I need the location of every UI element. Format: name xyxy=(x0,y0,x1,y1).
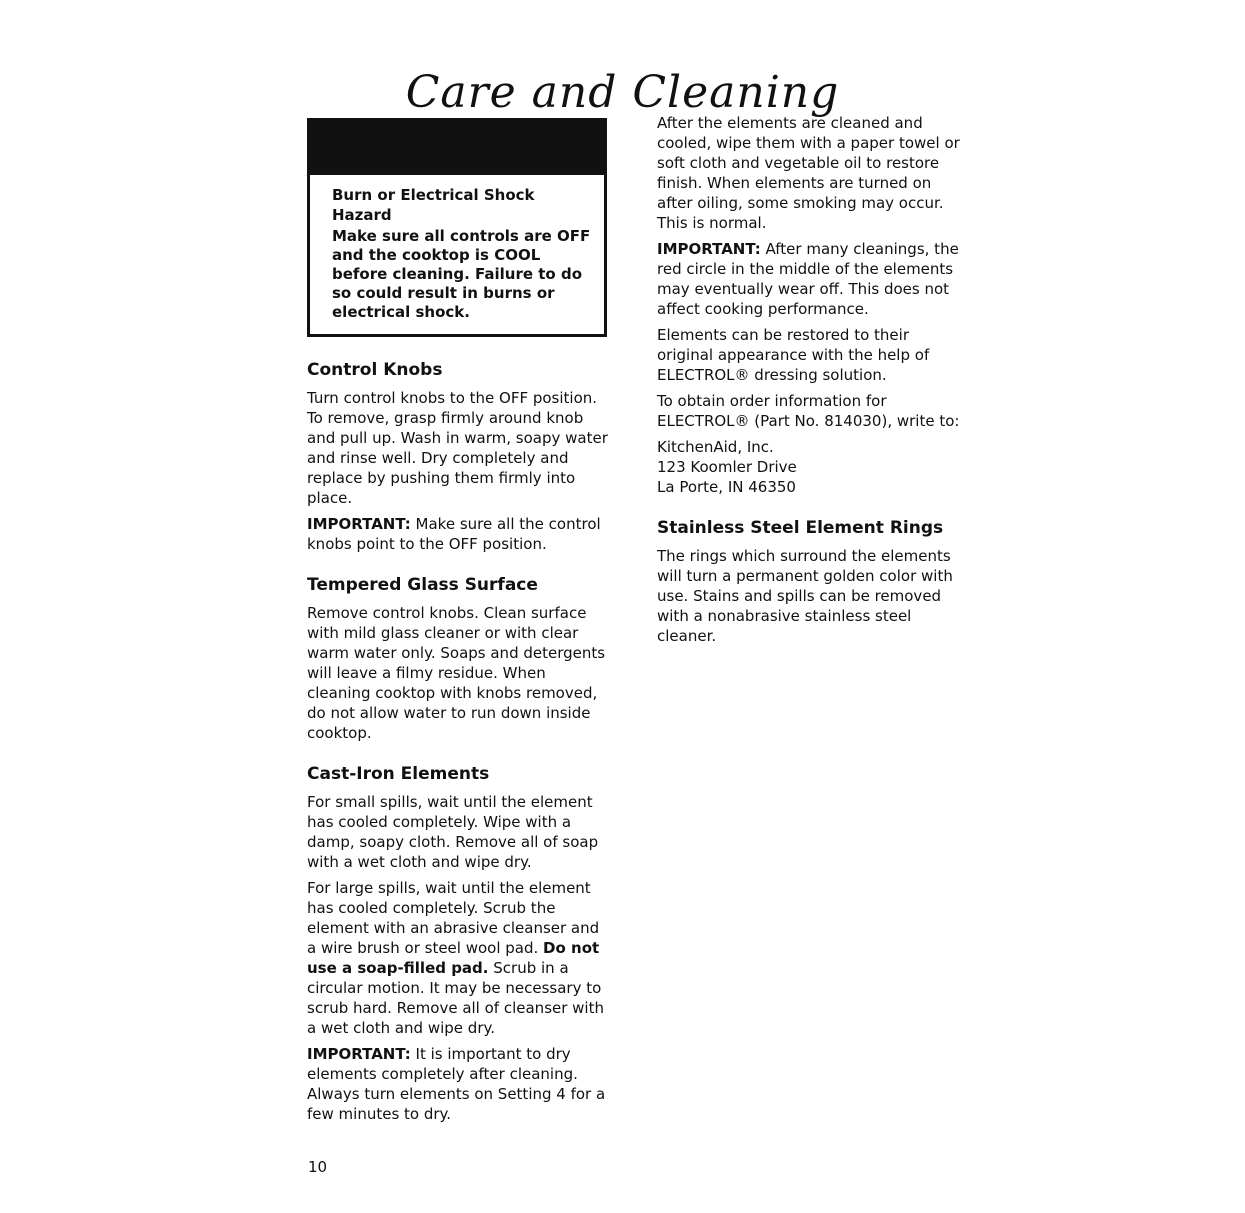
page-title: Care and Cleaning xyxy=(405,67,840,119)
address-line: 123 Koomler Drive xyxy=(657,458,797,476)
paragraph: For small spills, wait until the element has cooled completely. Wipe with a damp, soapy cloth. Remove all of soap with a wet cloth and wipe dry. xyxy=(307,793,599,871)
important-note xyxy=(657,239,967,319)
paragraph: Turn control knobs to the OFF position. To remove, grasp firmly around knob and pull up. Wash in warm, soapy water and rinse well. Dry completely and replace by pushing them firmly into place. xyxy=(307,389,608,507)
important-label: IMPORTANT: xyxy=(307,1045,411,1063)
paragraph xyxy=(307,878,612,1038)
paragraph: Remove control knobs. Clean surface with mild glass cleaner or with clear warm water only. Soaps and detergents will leave a filmy residue. When cleaning cooktop with knobs removed, do not allow water to run down inside cooktop. xyxy=(307,604,606,742)
paragraph: After the elements are cleaned and cooled, wipe them with a paper towel or soft cloth and vegetable oil to restore finish. When elements are turned on after oiling, some smoking may occur. This is normal. xyxy=(657,114,960,232)
paragraph: Elements can be restored to their original appearance with the help of ELECTROL® dressing solution. xyxy=(657,326,930,384)
heading-control-knobs: Control Knobs xyxy=(307,360,443,380)
warning-header-bar xyxy=(310,121,604,175)
text: Scrub in a circular motion. It may be necessary to scrub hard. Remove all of cleanser with a wet cloth and wipe dry. xyxy=(307,959,604,1037)
section-cast-iron xyxy=(307,763,612,1124)
left-column xyxy=(307,118,612,1144)
important-note xyxy=(307,1044,612,1124)
important-label: IMPORTANT: xyxy=(657,240,761,258)
page-number: 10 xyxy=(308,1158,328,1176)
section-tempered-glass xyxy=(307,574,612,743)
heading-cast-iron: Cast-Iron Elements xyxy=(307,764,490,784)
right-column xyxy=(657,113,967,666)
text: For large spills, wait until the element has cooled completely. Scrub the element with an abrasive cleanser and a wire brush or steel wool pad. xyxy=(307,879,600,957)
heading-tempered-glass: Tempered Glass Surface xyxy=(307,575,538,595)
important-label: IMPORTANT: xyxy=(307,515,411,533)
section-control-knobs xyxy=(307,359,612,554)
address-line: KitchenAid, Inc. xyxy=(657,438,774,456)
important-note xyxy=(307,514,612,554)
important-text: After many cleanings, the red circle in the middle of the elements may eventually wear off. This does not affect cooking performance. xyxy=(657,240,959,318)
paragraph: The rings which surround the elements will turn a permanent golden color with use. Stains and spills can be removed with a nonabrasive stainless steel cleaner. xyxy=(657,547,953,645)
address-block xyxy=(657,437,967,497)
warning-box xyxy=(307,118,607,337)
warning-title: Burn or Electrical Shock Hazard xyxy=(332,186,535,224)
important-text: It is important to dry elements completely after cleaning. Always turn elements on Setting 4 for a few minutes to dry. xyxy=(307,1045,606,1123)
bold-warning: Do not use a soap-filled pad. xyxy=(307,939,600,977)
address-line: La Porte, IN 46350 xyxy=(657,478,796,496)
warning-text: Make sure all controls are OFF and the cooktop is COOL before cleaning. Failure to do so could result in burns or electrical shock. xyxy=(332,227,591,321)
heading-stainless-rings: Stainless Steel Element Rings xyxy=(657,518,944,538)
important-text: Make sure all the control knobs point to the OFF position. xyxy=(307,515,601,553)
paragraph: To obtain order information for ELECTROL® (Part No. 814030), write to: xyxy=(657,392,960,430)
section-stainless-rings xyxy=(657,517,967,646)
warning-body xyxy=(310,175,604,334)
